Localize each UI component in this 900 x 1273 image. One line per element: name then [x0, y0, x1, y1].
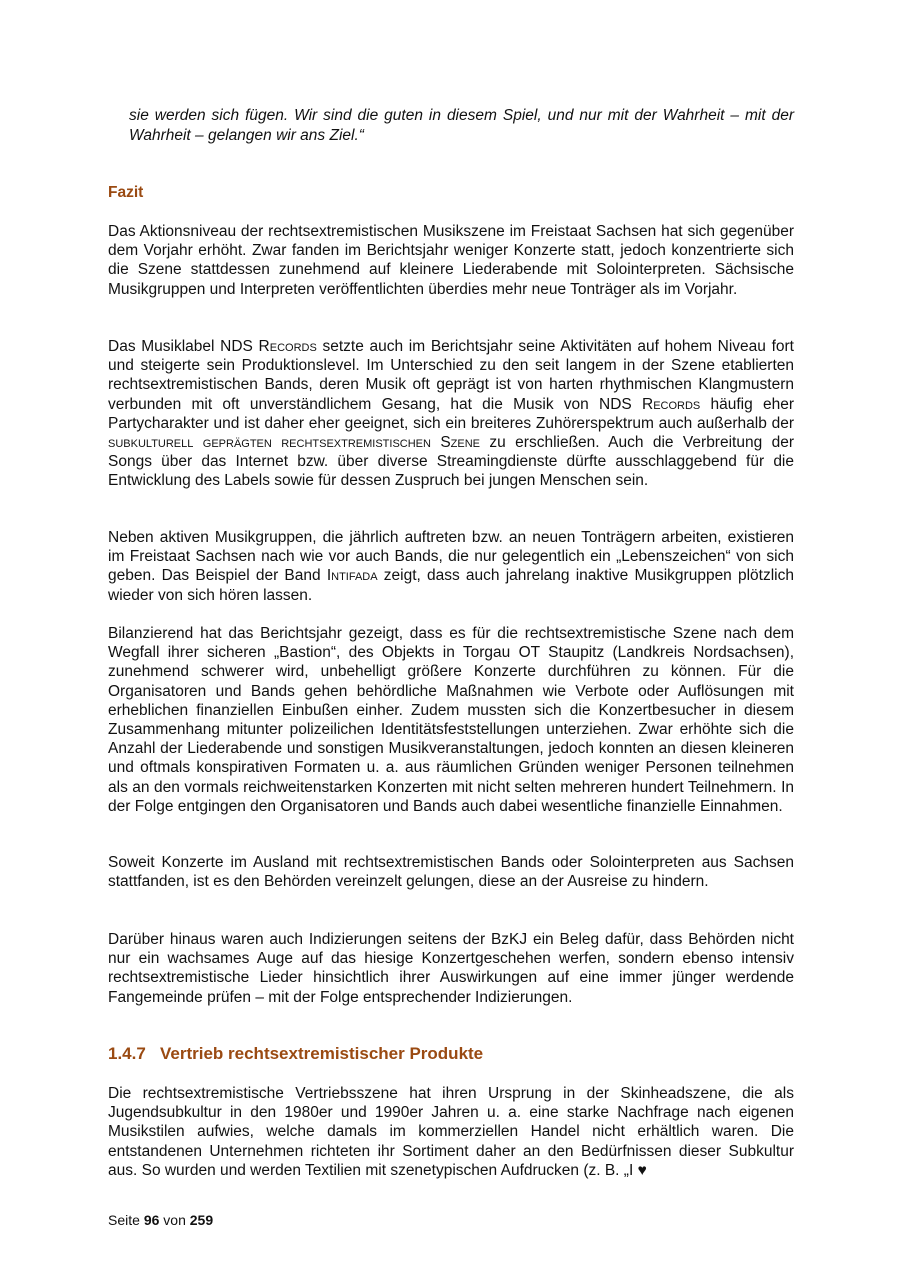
paragraph-3-text-a: Neben aktiven Musikgruppen, die jährlich auftreten bzw. an neuen Tonträgern arbeiten, existieren im Freistaat Sachsen nach wie vor auch Bands, die nur gelegentlich ein „Lebenszeichen“ von sich geben. Das Beispiel der Band	[108, 529, 794, 585]
section-number: 1.4.7	[108, 1044, 146, 1063]
quote-text: sie werden sich fügen. Wir sind die guten in diesem Spiel, und nur mit der Wahrheit – mit der Wahrheit – gelangen wir ans Ziel.“	[129, 107, 794, 144]
paragraph-6: Darüber hinaus waren auch Indizierungen seitens der BzKJ ein Beleg dafür, dass Behörden nicht nur ein wachsames Auge auf das hiesige Konzertgeschehen werfen, sondern ebenso intensiv rechtsextremistische Lieder hinsichtlich ihrer Auswirkungen auf eine immer jünger werdende Fangemeinde prüfen – mit der Folge entsprechender Indizierungen.	[108, 931, 794, 1006]
footer-middle: von	[159, 1212, 190, 1228]
scene-term: subkulturell geprägten rechtsextremistischen Szene	[108, 434, 481, 452]
paragraph-3	[108, 528, 794, 605]
paragraph-2-text-c: häufig eher Partycharakter und ist daher eher geeignet, sich ein breiteres Zuhörerspektrum auch außerhalb der	[108, 395, 794, 432]
paragraph-5: Soweit Konzerte im Ausland mit rechtsextremistischen Bands oder Solointerpreten aus Sachsen stattfanden, ist es den Behörden vereinzelt gelungen, diese an der Ausreise zu hindern.	[108, 854, 794, 891]
section-title: Vertrieb rechtsextremistischer Produkte	[160, 1044, 484, 1063]
page-footer	[108, 1212, 213, 1228]
paragraph-3-text-b: zeigt, dass auch jahrelang inaktive Musikgruppen plötzlich wieder von sich hören lassen.	[108, 567, 794, 604]
label-name-nds-records-2: NDS Records	[599, 395, 701, 413]
footer-total-pages: 259	[189, 1212, 214, 1228]
footer-prefix: Seite	[108, 1212, 144, 1228]
section-heading	[108, 1044, 483, 1064]
paragraph-1: Das Aktionsniveau der rechtsextremistischen Musikszene im Freistaat Sachsen hat sich gegenüber dem Vorjahr erhöht. Zwar fanden im Berichtsjahr weniger Konzerte statt, jedoch konzentrierte sich die Szene stattdessen zunehmend auf kleinere Liederabende mit Solointerpreten. Sächsische Musikgruppen und Interpreten veröffentlichten überdies mehr neue Tonträger als im Vorjahr.	[108, 223, 794, 298]
paragraph-2-text-a: Das Musiklabel	[108, 338, 221, 355]
footer-page-number: 96	[143, 1212, 160, 1228]
paragraph-7: Die rechtsextremistische Vertriebsszene hat ihren Ursprung in der Skinheadszene, die als Jugendsubkultur in den 1980er und 1990er Jahren u. a. eine starke Nachfrage nach eigenen Musikstilen aufwies, welche damals im kommerziellen Handel nicht erhältlich waren. Die entstandenen Unternehmen richteten ihr Sortiment daher an den Bedürfnissen dieser Subkultur aus. So wurden und werden Textilien mit szenetypischen Aufdrucken (z. B. „I ♥	[108, 1085, 794, 1179]
fazit-heading: Fazit	[108, 184, 144, 201]
paragraph-4: Bilanzierend hat das Berichtsjahr gezeigt, dass es für die rechtsextremistische Szene nach dem Wegfall ihrer sicheren „Bastion“, des Objekts in Torgau OT Staupitz (Landkreis Nordsachsen), zunehmend schwerer wird, unbehelligt größere Konzerte durchführen zu können. Für die Organisatoren und Bands gehen behördliche Maßnahmen wie Verbote oder Auflösungen mit erheblichen finanziellen Einbußen einher. Zudem mussten sich die Konzertbesucher in diesem Zusammenhang mitunter polizeilichen Identitätsfeststellungen unterziehen. Zwar erhöhte sich die Anzahl der Liederabende und sonstigen Musikveranstaltungen, jedoch konnten an diesen kleineren und oftmals konspirativen Formaten u. a. aus räumlichen Gründen weniger Personen teilnehmen als an den vormals reichweitenstarken Konzerten mit nicht selten mehreren hundert Teilnehmern. In der Folge entgingen den Organisatoren und Bands auch dabei wesentliche finanzielle Einnahmen.	[108, 625, 794, 815]
label-name-nds-records: NDS Records	[220, 338, 317, 355]
paragraph-2	[108, 337, 794, 491]
band-name-intifada: Intifada	[326, 567, 378, 585]
paragraph-2-text-d: zu erschließen. Auch die Verbreitung der Songs über das Internet bzw. über diverse Streamingdienste dürfte ausschlaggebend für die Entwicklung des Labels sowie für dessen Zuspruch bei jungen Menschen sein.	[108, 434, 794, 490]
paragraph-2-text-b: setzte auch im Berichtsjahr seine Aktivitäten auf hohem Niveau fort und steigerte sein Produktionslevel. Im Unterschied zu den seit langem in der Szene etablierten rechtsextremistischen Bands, deren Musik oft geprägt ist von harten rhythmischen Klangmustern verbunden mit oft unverständlichem Gesang, hat die Musik von	[108, 338, 794, 413]
